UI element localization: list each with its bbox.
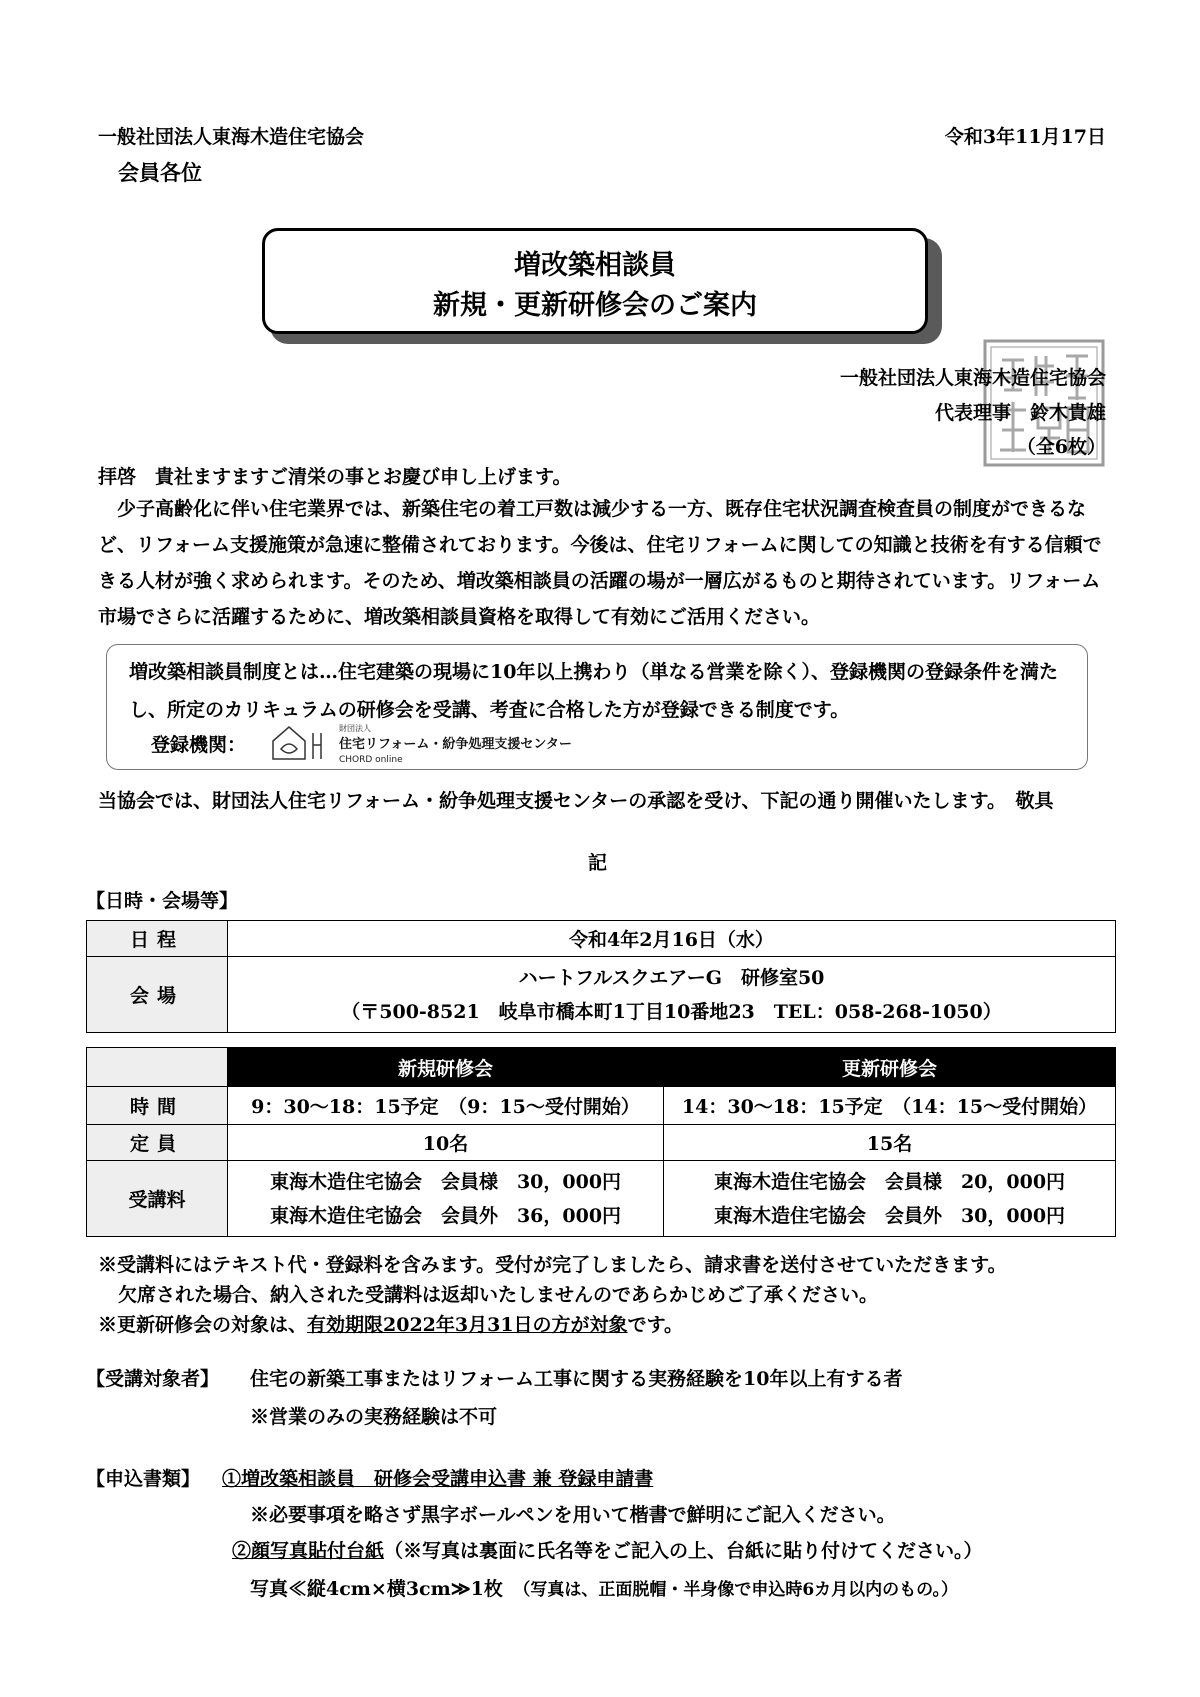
title-box xyxy=(262,228,928,334)
eligibility-label: 【受講対象者】 xyxy=(86,1368,220,1390)
time-renew: 14：30～18：15予定 （14：15～受付開始） xyxy=(664,1087,1116,1125)
application-item2-note: （※写真は裏面に氏名等をご記入の上、台紙に貼り付けてください。） xyxy=(384,1540,983,1562)
date-value: 令和4年2月16日（水） xyxy=(228,921,1116,957)
fee-new-nonmember: 東海木造住宅協会 会員外 36，000円 xyxy=(269,1204,622,1227)
renew-course-header: 更新研修会 xyxy=(664,1048,1116,1087)
time-label: 時間 xyxy=(87,1087,228,1125)
photo-note: （写真は、正面脱帽・半身像で申込時6カ月以内のもの。） xyxy=(521,1580,958,1600)
application-label: 【申込書類】 xyxy=(86,1468,201,1490)
info-box xyxy=(106,644,1088,770)
application-item2-text: ②顔写真貼付台紙 xyxy=(232,1540,385,1562)
fee-renew-cell xyxy=(664,1161,1116,1237)
document-date: 令和3年11月17日 xyxy=(944,126,1106,148)
capacity-label: 定員 xyxy=(87,1125,228,1161)
application-item1-note: ※必要事項を略さず黒字ボールペンを用いて楷書で鮮明にご記入ください。 xyxy=(250,1504,896,1526)
greeting: 拝啓 貴社ますますご清栄の事とお慶び申し上げます。 xyxy=(98,466,572,488)
chord-logo-small: 財団法人 xyxy=(339,724,371,733)
schedule-heading: 【日時・会場等】 xyxy=(86,890,239,912)
date-label: 日程 xyxy=(87,921,228,957)
note-fee-includes: ※受講料にはテキスト代・登録料を含みます。受付が完了しましたら、請求書を送付させていただきます。 xyxy=(98,1254,1007,1276)
page-title-line2: 新規・更新研修会のご案内 xyxy=(433,290,757,321)
note-renewal-underlined: 有効期限2022年3月31日の方が対象 xyxy=(307,1314,628,1336)
application-item1-text: ①増改築相談員 研修会受講申込書 兼 登録申請書 xyxy=(222,1468,654,1490)
fee-renew-member: 東海木造住宅協会 会員様 20，000円 xyxy=(713,1170,1066,1193)
ki-heading: 記 xyxy=(588,852,608,874)
page-count: （全6枚） xyxy=(1016,436,1106,458)
application-item2 xyxy=(232,1540,983,1563)
time-new: 9：30～18：15予定 （9：15～受付開始） xyxy=(228,1087,664,1125)
closing-text: 当協会では、財団法人住宅リフォーム・紛争処理支援センターの承認を受け、下記の通り開催いたします。 敬具 xyxy=(98,790,1054,812)
new-course-header: 新規研修会 xyxy=(228,1048,664,1087)
capacity-new: 10名 xyxy=(228,1125,664,1161)
capacity-renew: 15名 xyxy=(664,1125,1116,1161)
venue-cell xyxy=(228,957,1116,1033)
venue-label: 会場 xyxy=(87,957,228,1033)
note-renewal-suffix: です。 xyxy=(627,1314,684,1336)
page-title-line1: 増改築相談員 xyxy=(514,250,676,281)
info-box-text: 増改築相談員制度とは…住宅建築の現場に10年以上携わり（単なる営業を除く）、登録機関の登録条件を満たし、所定のカリキュラムの研修会を受講、考査に合格した方が登録できる制度です。 xyxy=(129,661,1058,721)
note-renewal-target xyxy=(98,1314,683,1337)
fee-new-member: 東海木造住宅協会 会員様 30，000円 xyxy=(269,1170,622,1193)
header-organization: 一般社団法人東海木造住宅協会 xyxy=(98,126,365,148)
intro-paragraph: 少子高齢化に伴い住宅業界では、新築住宅の着工戸数は減少する一方、既存住宅状況調査検査員の制度ができるなど、リフォーム支援施策が急速に整備されております。今後は、住宅リフォームに関しての知識と技術を有する信頼できる人材が強く求められます。そのため、増改築相談員の活躍の場が一層広がるものと期待されています。リフォーム市場でさらに活躍するために、増改築相談員資格を取得して有効にご活用ください。 xyxy=(98,498,1102,628)
schedule-table xyxy=(86,920,1116,1033)
chord-logo xyxy=(267,719,707,765)
eligibility-note: ※営業のみの実務経験は不可 xyxy=(250,1406,498,1428)
chord-logo-name: 住宅リフォーム・紛争処理支援センター xyxy=(339,737,572,752)
note-refund: 欠席された場合、納入された受講料は返却いたしませんのであらかじめご了承ください。 xyxy=(118,1284,879,1306)
registration-label: 登録機関： xyxy=(151,734,247,756)
fee-new-cell xyxy=(228,1161,664,1237)
venue-address: （〒500-8521 岐阜市橋本町1丁目10番地23 TEL：058-268-1050） xyxy=(341,1000,1002,1023)
course-table-corner xyxy=(87,1048,228,1087)
fee-label: 受講料 xyxy=(87,1161,228,1237)
note-renewal-prefix: ※更新研修会の対象は、 xyxy=(98,1314,308,1336)
sender-name: 代表理事 鈴木貴雄 xyxy=(934,402,1106,424)
photo-size: 写真≪縦4cm×横3cm≫1枚 xyxy=(250,1578,503,1600)
sender-organization: 一般社団法人東海木造住宅協会 xyxy=(839,367,1106,389)
eligibility-text: 住宅の新築工事またはリフォーム工事に関する実務経験を10年以上有する者 xyxy=(250,1368,903,1390)
venue-name: ハートフルスクエアーG 研修室50 xyxy=(518,966,825,989)
fee-renew-nonmember: 東海木造住宅協会 会員外 30，000円 xyxy=(713,1204,1066,1227)
course-table xyxy=(86,1047,1116,1237)
chord-logo-sub: CHORD online xyxy=(339,755,403,765)
application-item1 xyxy=(222,1468,653,1491)
addressee: 会員各位 xyxy=(118,160,202,185)
photo-spec xyxy=(250,1578,958,1601)
